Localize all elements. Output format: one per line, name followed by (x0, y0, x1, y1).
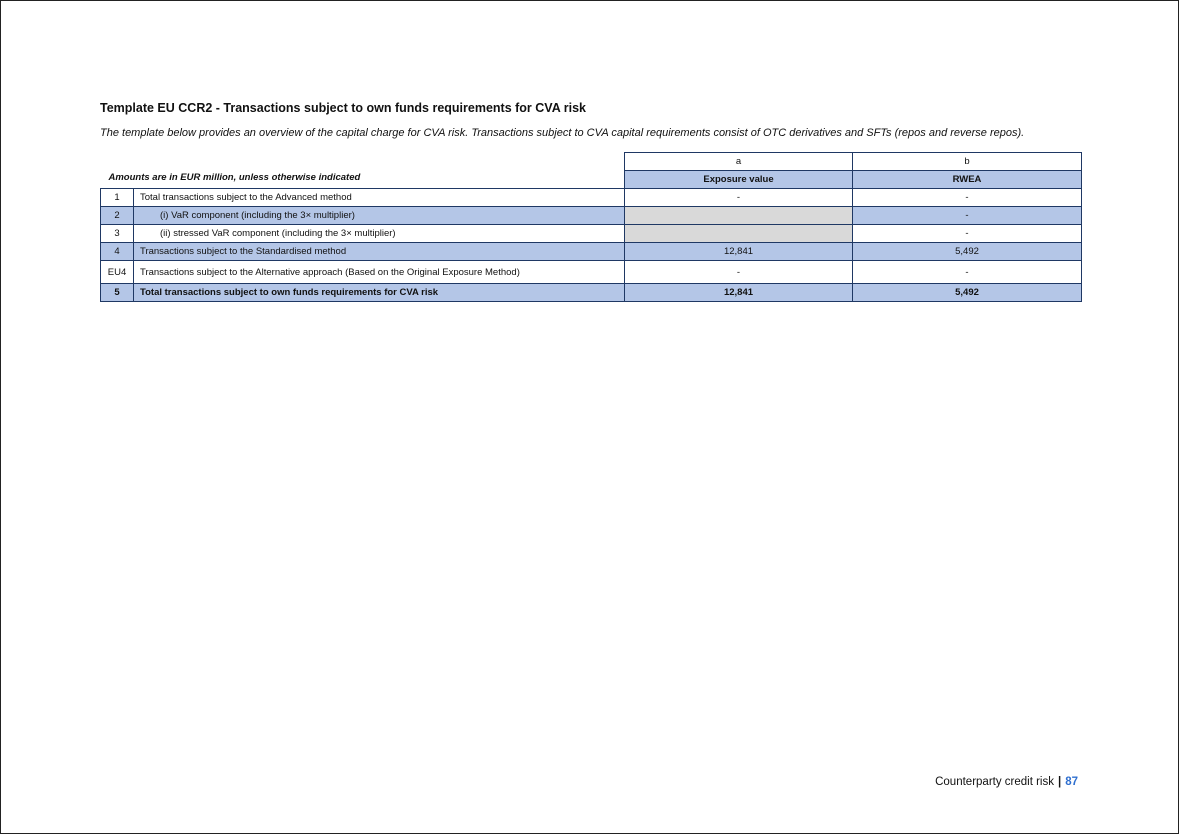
row-rwea: 5,492 (853, 243, 1082, 261)
column-letter-a: a (625, 153, 853, 171)
template-title: Template EU CCR2 - Transactions subject to own funds requirements for CVA risk (100, 101, 586, 115)
row-number: EU4 (101, 261, 134, 284)
row-rwea: - (853, 189, 1082, 207)
row-exposure-value: - (625, 189, 853, 207)
row-rwea: 5,492 (853, 284, 1082, 302)
table-row (101, 189, 1082, 207)
column-letter-b: b (853, 153, 1082, 171)
row-rwea: - (853, 225, 1082, 243)
row-rwea: - (853, 261, 1082, 284)
row-exposure-value (625, 225, 853, 243)
table-row (101, 261, 1082, 284)
row-label: (ii) stressed VaR component (including the 3× multiplier) (134, 225, 625, 243)
units-note: Amounts are in EUR million, unless otherwise indicated (108, 172, 361, 183)
row-exposure-value: 12,841 (625, 243, 853, 261)
row-number: 2 (101, 207, 134, 225)
row-label: Transactions subject to the Standardised method (134, 243, 625, 261)
row-exposure-value: 12,841 (625, 284, 853, 302)
ccr2-table (100, 152, 1082, 302)
table-row (101, 207, 1082, 225)
table-row-total (101, 284, 1082, 302)
row-number: 5 (101, 284, 134, 302)
row-number: 4 (101, 243, 134, 261)
row-label: Transactions subject to the Alternative approach (Based on the Original Exposure Method) (134, 261, 625, 284)
table-row (101, 243, 1082, 261)
row-label: Total transactions subject to own funds requirements for CVA risk (134, 284, 625, 302)
footer-section: Counterparty credit risk (935, 776, 1054, 788)
page-footer (935, 776, 1078, 788)
page-number: 87 (1065, 776, 1078, 788)
row-label: (i) VaR component (including the 3× multiplier) (134, 207, 625, 225)
row-label: Total transactions subject to the Advanced method (134, 189, 625, 207)
footer-separator: | (1057, 776, 1062, 788)
table-row (101, 225, 1082, 243)
template-intro: The template below provides an overview of the capital charge for CVA risk. Transactions subject to CVA capital requirements consist of OTC derivatives and SFTs (repos and reverse repos). (100, 127, 1025, 139)
column-header-exposure-value: Exposure value (625, 171, 853, 189)
column-header-rwea: RWEA (853, 171, 1082, 189)
row-number: 1 (101, 189, 134, 207)
row-exposure-value: - (625, 261, 853, 284)
row-number: 3 (101, 225, 134, 243)
row-rwea: - (853, 207, 1082, 225)
row-exposure-value (625, 207, 853, 225)
column-letter-row (101, 153, 1082, 171)
